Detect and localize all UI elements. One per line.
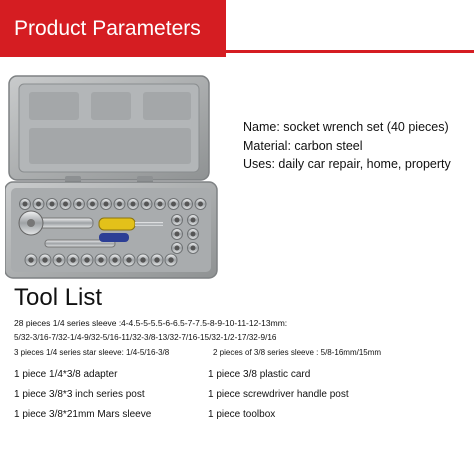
tool-line-3-left: 3 pieces 1/4 series star sleeve: 1/4-5/16-3/8 xyxy=(14,348,170,357)
param-material: Material: carbon steel xyxy=(243,138,363,153)
socket-hole xyxy=(158,202,163,207)
tool-item-left-3: 1 piece 3/8*21mm Mars sleeve xyxy=(14,409,152,420)
page-title: Product Parameters xyxy=(14,16,201,40)
socket-hole xyxy=(175,218,180,223)
socket-hole xyxy=(191,232,196,237)
socket-hole xyxy=(117,202,122,207)
tool-item-right-3: 1 piece toolbox xyxy=(208,409,276,420)
socket-hole xyxy=(154,257,159,262)
tool-line-3-right: 2 pieces of 3/8 series sleeve : 5/8-16mm/15mm xyxy=(213,348,382,357)
tool-item-left-1: 1 piece 1/4*3/8 adapter xyxy=(14,369,118,380)
socket-hole xyxy=(175,232,180,237)
socket-hole xyxy=(171,202,176,207)
socket-wrench-set-photo xyxy=(5,68,225,288)
socket-hole xyxy=(50,202,55,207)
tool-list-heading: Tool List xyxy=(14,284,103,311)
socket-hole xyxy=(175,246,180,251)
title-banner xyxy=(0,0,226,57)
socket-hole xyxy=(191,218,196,223)
tool-line-2: 5/32-3/16-7/32-1/4-9/32-5/16-11/32-3/8-13/32-7/16-15/32-1/2-17/32-9/16 xyxy=(14,333,277,342)
socket-hole xyxy=(140,257,145,262)
socket-hole xyxy=(112,257,117,262)
tool-item-left-2: 1 piece 3/8*3 inch series post xyxy=(14,389,145,400)
socket-hole xyxy=(144,202,149,207)
socket-hole xyxy=(84,257,89,262)
tool-item-right-2: 1 piece screwdriver handle post xyxy=(208,389,349,400)
socket-hole xyxy=(90,202,95,207)
socket-hole xyxy=(131,202,136,207)
tool-line-1-label: 28 pieces 1/4 series sleeve : xyxy=(14,318,122,328)
socket-hole xyxy=(191,246,196,251)
socket-hole xyxy=(42,257,47,262)
socket-hole xyxy=(185,202,190,207)
socket-hole xyxy=(198,202,203,207)
parameters-list xyxy=(243,118,451,174)
socket-hole xyxy=(23,202,28,207)
socket-hole xyxy=(126,257,131,262)
socket-hole xyxy=(77,202,82,207)
socket-hole xyxy=(56,257,61,262)
socket-hole xyxy=(70,257,75,262)
banner-divider xyxy=(226,50,474,53)
param-name: Name: socket wrench set (40 pieces) xyxy=(243,120,449,134)
socket-hole xyxy=(28,257,33,262)
tool-item-right-1: 1 piece 3/8 plastic card xyxy=(208,369,311,380)
socket-hole xyxy=(104,202,109,207)
socket-hole xyxy=(36,202,41,207)
socket-hole xyxy=(98,257,103,262)
socket-hole xyxy=(168,257,173,262)
socket-hole xyxy=(63,202,68,207)
param-uses: Uses: daily car repair, home, property xyxy=(243,157,451,171)
tool-line-1-sizes: 4-4.5-5-5.5-6-6.5-7-7.5-8-9-10-11-12-13mm: xyxy=(121,318,288,328)
